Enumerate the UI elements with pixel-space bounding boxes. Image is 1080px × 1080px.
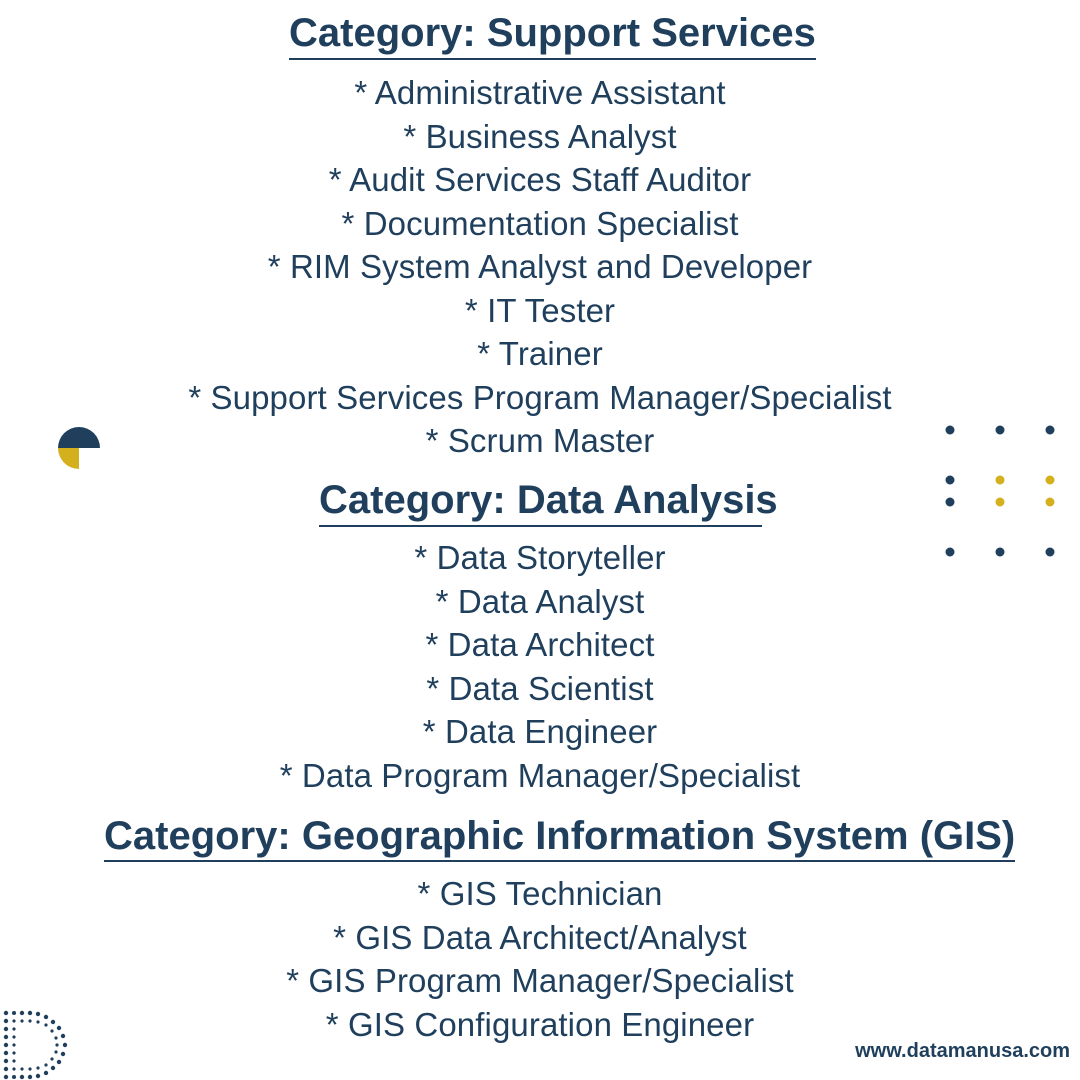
list-item: * Documentation Specialist — [341, 204, 739, 242]
list-item: * Data Architect — [425, 626, 655, 663]
dot-grid-decoration-icon — [940, 420, 1062, 564]
list-item: * Scrum Master — [425, 422, 655, 459]
list-item: * Trainer — [477, 335, 603, 372]
section-heading-data-analysis: Category: Data Analysis — [319, 478, 778, 522]
heading-underline — [104, 860, 1015, 862]
section-heading-support-services: Category: Support Services — [289, 11, 816, 55]
list-item: * Business Analyst — [403, 117, 677, 155]
heading-underline — [319, 525, 762, 527]
list-item: * Data Scientist — [426, 669, 654, 707]
quarter-circle-decoration-icon — [58, 427, 100, 469]
list-item: * RIM System Analyst and Developer — [267, 248, 813, 285]
dotted-d-logo-icon — [0, 1005, 78, 1080]
list-item: * Administrative Assistant — [354, 74, 726, 111]
list-item: * Audit Services Staff Auditor — [328, 161, 752, 198]
list-item: * Data Engineer — [422, 713, 658, 750]
list-item: * GIS Technician — [417, 875, 663, 912]
list-item: * Data Program Manager/Specialist — [279, 756, 801, 794]
list-item: * GIS Program Manager/Specialist — [286, 962, 794, 999]
section-heading-gis: Category: Geographic Information System (GIS) — [104, 814, 1016, 858]
list-item: * Data Storyteller — [414, 539, 666, 576]
list-item: * GIS Data Architect/Analyst — [333, 918, 747, 956]
list-item: * IT Tester — [464, 291, 616, 329]
list-item: * Data Analyst — [435, 582, 645, 620]
support-services-list — [0, 71, 1080, 463]
data-analysis-list — [0, 536, 1080, 797]
website-url: www.datamanusa.com — [855, 1040, 1070, 1062]
list-item: * Support Services Program Manager/Specialist — [188, 378, 892, 416]
gis-list — [0, 872, 1080, 1046]
heading-underline — [289, 58, 816, 60]
list-item: * GIS Configuration Engineer — [325, 1005, 755, 1043]
